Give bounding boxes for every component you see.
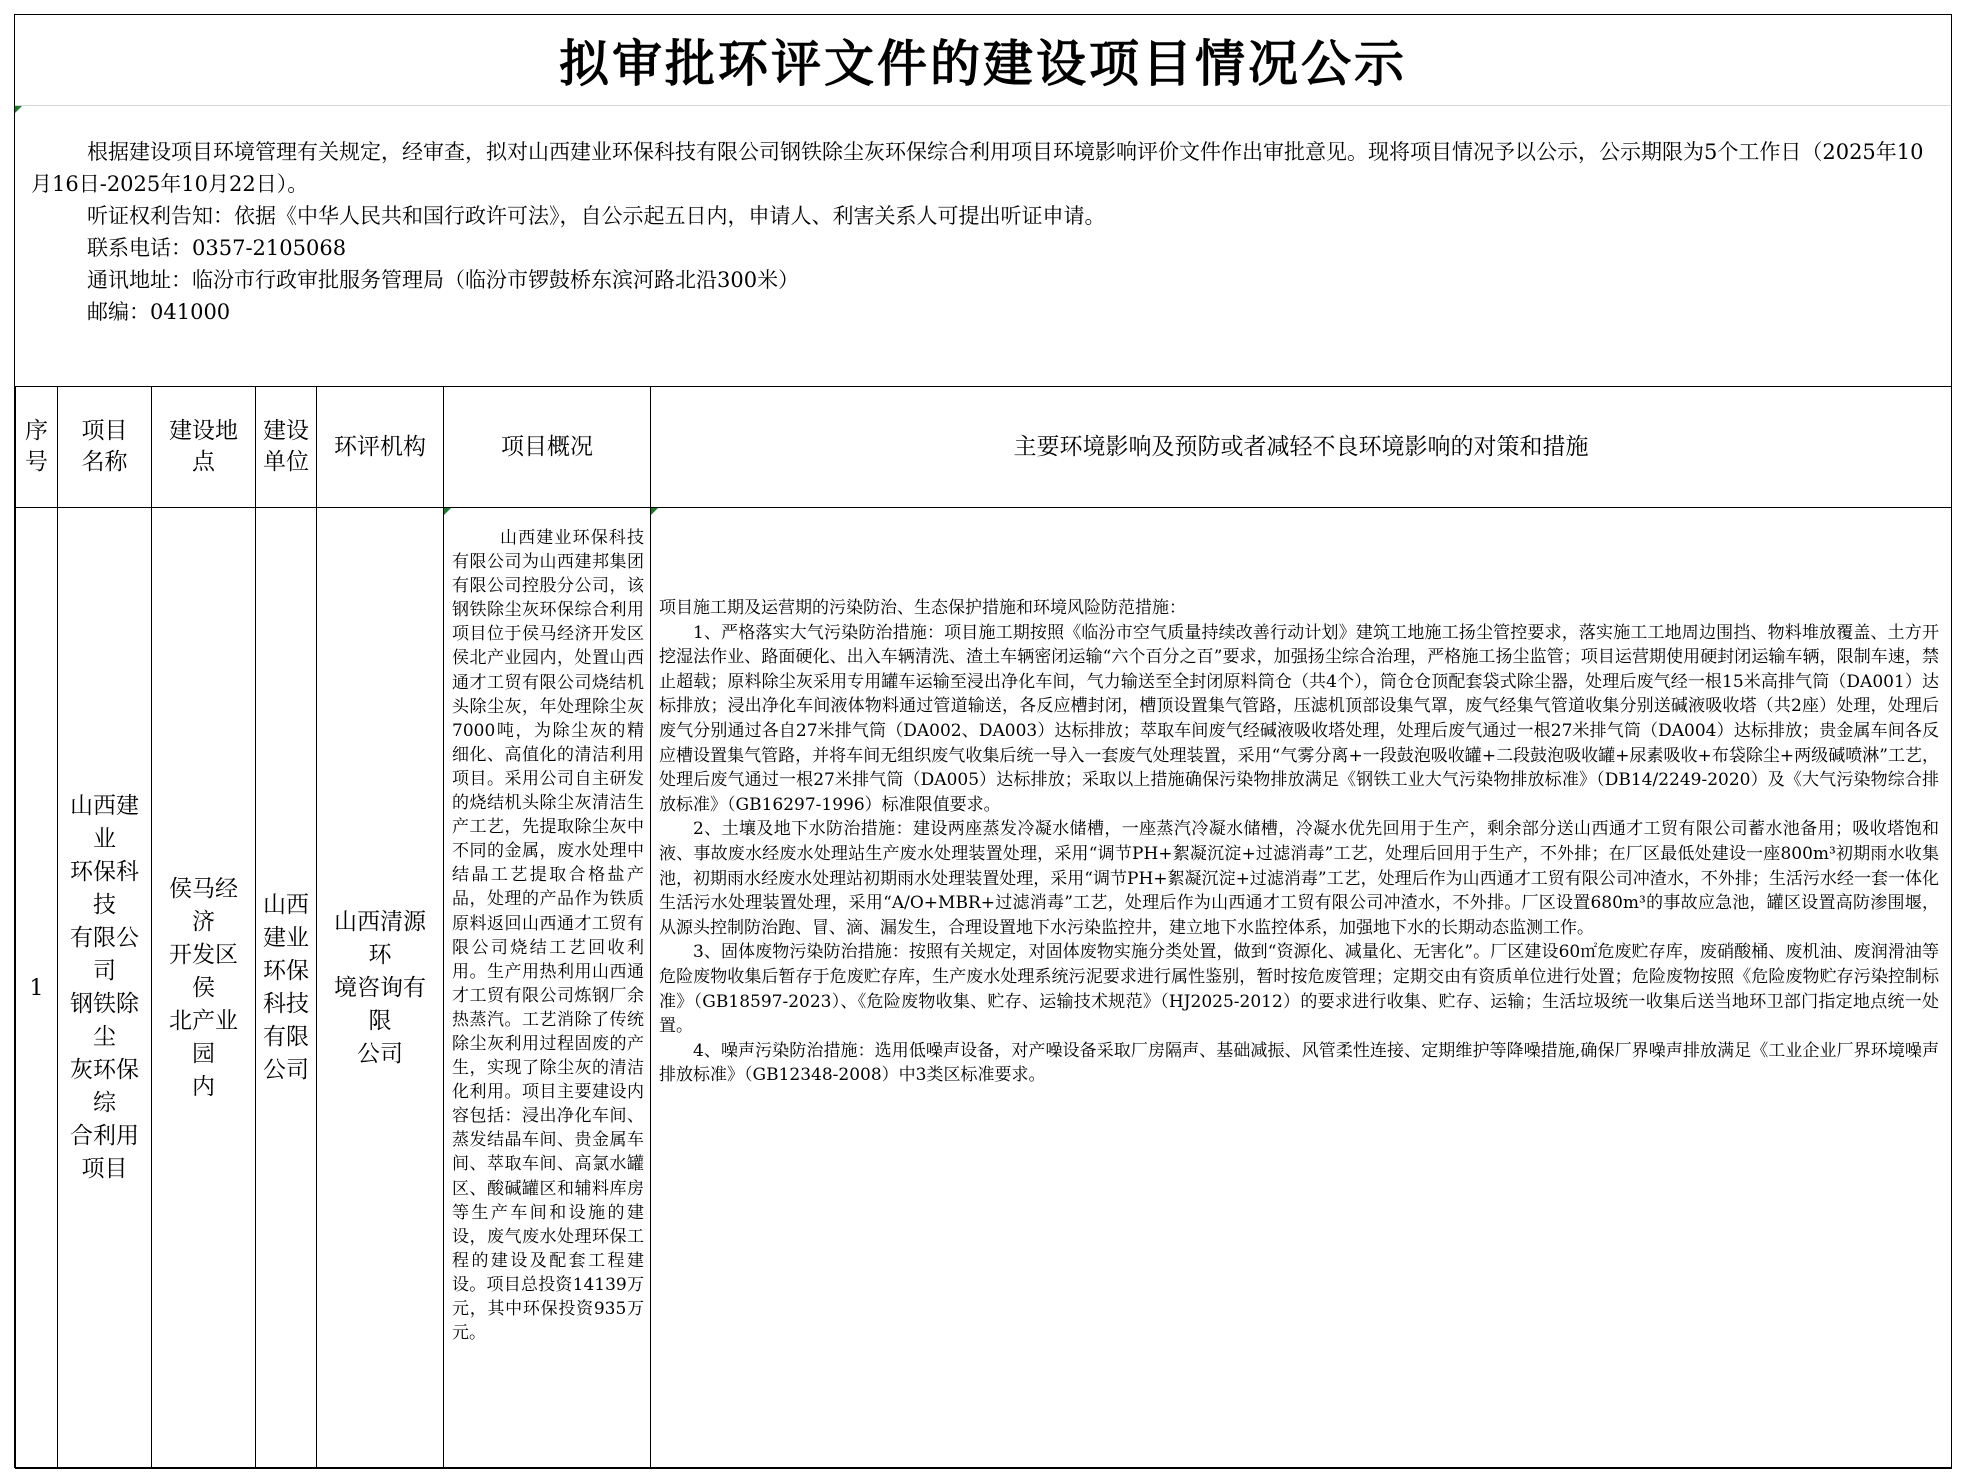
cell-line: 合利用 [70,1123,139,1149]
intro-section [15,106,1951,387]
header-agency: 环评机构 [317,387,444,508]
header-unit-line: 单位 [263,449,309,475]
cell-line: 灰环保综 [70,1057,139,1116]
cell-line: 有限公司 [70,925,139,984]
header-seq-line: 号 [25,449,48,475]
cell-location [152,508,256,1469]
hearing-notice: 听证权利告知：依据《中华人民共和国行政许可法》，自公示起五日内，申请人、利害关系人可提出听证申请。 [87,204,1106,228]
header-project-name [58,387,152,508]
header-measures: 主要环境影响及预防或者减轻不良环境影响的对策和措施 [651,387,1952,508]
header-seq [16,387,58,508]
cell-seq: 1 [16,508,58,1469]
cell-line: 钢铁除尘 [70,991,139,1050]
cell-line: 环保 [263,958,309,984]
cell-line: 公司 [263,1057,309,1083]
title-row [15,15,1951,106]
cell-line: 境咨询有限 [334,974,426,1034]
cell-line: 开发区侯 [169,941,238,1001]
notice-sheet [14,14,1952,1468]
measure-air: 1、严格落实大气污染防治措施：项目施工期按照《临汾市空气质量持续改善行动计划》建筑工地施工扬尘管控要求，落实施工工地周边围挡、物料堆放覆盖、土方开挖湿法作业、路面硬化、出入车辆清洗、渣土车辆密闭运输“六个百分之百”要求，加强扬尘综合治理，严格施工扬尘监管；项目运营期使用硬封闭运输车辆，限制车速，禁止超载；原料除尘灰采用专用罐车运输至浸出净化车间，气力输送至全封闭原料筒仓（共4个），筒仓仓顶配套袋式除尘器，处理后废气经一根15米高排气筒（DA001）达标排放；浸出净化车间液体物料通过管道输送，各反应槽封闭，槽顶设置集气管路，压滤机顶部设集气罩，废气经集气管道收集分别送碱液吸收塔（共2座）处理，处理后废气分别通过各自27米排气筒（DA002、DA003）达标排放；萃取车间废气经碱液吸收塔处理，处理后废气通过一根27米排气筒（DA004）达标排放；贵金属车间各反应槽设置集气管路，并将车间无组织废气收集后统一导入一套废气处理装置，采用“气雾分离+一段鼓泡吸收罐+二段鼓泡吸收罐+尿素吸收+布袋除尘+两级碱喷淋”工艺，处理后废气通过一根27米排气筒（DA005）达标排放；采取以上措施确保污染物排放满足《钢铁工业大气污染物排放标准》（DB14/2249-2020）及《大气污染物综合排放标准》（GB16297-1996）标准限值要求。 [659,622,1939,815]
table-row [16,508,1952,1469]
measure-noise: 4、噪声污染防治措施：选用低噪声设备，对产噪设备采取厂房隔声、基础减振、风管柔性连接、定期维护等降噪措施,确保厂界噪声排放满足《工业企业厂界环境噪声排放标准》（GB12348-2008）中3类区标准要求。 [659,1040,1939,1086]
cell-line: 山西清源环 [334,908,426,968]
measure-soil-groundwater: 2、土壤及地下水防治措施：建设两座蒸发冷凝水储槽，一座蒸汽冷凝水储槽，冷凝水优先回用于生产，剩余部分送山西通才工贸有限公司蓄水池备用；吸收塔饱和液、事故废水经废水处理站生产废水处理装置处理，采用“调节PH+絮凝沉淀+过滤消毒”工艺，处理后回用于生产，不外排；在厂区最低处建设一座800m³初期雨水收集池，初期雨水经废水处理站初期雨水处理装置处理，采用“调节PH+絮凝沉淀+过滤消毒”工艺，处理后作为山西通才工贸有限公司冲渣水，不外排；生活污水经一套一体化生活污水处理装置处理，采用“A/O+MBR+过滤消毒”工艺，处理后作为山西通才工贸有限公司冲渣水，不外排。厂区设置680m³的事故应急池，罐区设置高防渗围堰，从源头控制防治跑、冒、滴、漏发生，合理设置地下水污染监控井，建立地下水监控体系，加强地下水的长期动态监测工作。 [659,819,1939,938]
table-header-row [16,387,1952,508]
cell-line: 侯马经济 [169,875,238,935]
header-project-name-line: 名称 [81,449,128,475]
contact-address: 通讯地址：临汾市行政审批服务管理局（临汾市锣鼓桥东滨河路北沿300米） [87,268,800,292]
header-location: 建设地点 [152,387,256,508]
cell-line: 科技 [263,991,309,1017]
page-title: 拟审批环评文件的建设项目情况公示 [559,34,1407,93]
cell-comment-marker-icon [651,508,658,515]
cell-project-name [58,508,152,1469]
cell-comment-marker-icon [444,508,451,515]
header-project-name-line: 项目 [81,418,128,444]
intro-paragraph: 根据建设项目环境管理有关规定，经审查，拟对山西建业环保科技有限公司钢铁除尘灰环保综合利用项目环境影响评价文件作出审批意见。现将项目情况予以公示，公示期限为5个工作日（2025年10月16日-2025年10月22日）。 [31,140,1924,196]
cell-line: 北产业园 [169,1007,238,1067]
cell-line: 山西 [263,892,309,918]
cell-comment-marker-icon [15,106,22,113]
cell-line: 内 [192,1073,215,1100]
contact-phone: 联系电话：0357-2105068 [87,236,347,260]
header-seq-line: 序 [25,418,48,444]
measures-intro: 项目施工期及运营期的污染防治、生态保护措施和环境风险防范措施： [659,598,1186,618]
project-table [15,386,1952,1469]
cell-line: 环保科技 [70,859,139,918]
header-unit [256,387,317,508]
cell-overview [444,508,651,1469]
postcode: 邮编：041000 [87,300,231,324]
cell-line: 有限 [263,1024,309,1050]
overview-text: 山西建业环保科技有限公司为山西建邦集团有限公司控股分公司，该钢铁除尘灰环保综合利用项目位于侯马经济开发区侯北产业园内，处置山西通才工贸有限公司烧结机头除尘灰，年处理除尘灰7000吨，为除尘灰的精细化、高值化的清洁利用项目。采用公司自主研发的烧结机头除尘灰清洁生产工艺，先提取除尘灰中不同的金属，废水处理中结晶工艺提取合格盐产品，处理的产品作为铁质原料返回山西通才工贸有限公司烧结工艺回收利用。生产用热利用山西通才工贸有限公司炼钢厂余热蒸汽。工艺消除了传统除尘灰利用过程固废的产生，实现了除尘灰的清洁化利用。项目主要建设内容包括：浸出净化车间、蒸发结晶车间、贵金属车间、萃取车间、高氯水罐区、酸碱罐区和辅料库房等生产车间和设施的建设，废气废水处理环保工程的建设及配套工程建设。项目总投资14139万元，其中环保投资935万元。 [452,528,644,1344]
cell-line: 项目 [81,1156,128,1182]
header-overview: 项目概况 [444,387,651,508]
cell-measures [651,508,1952,1469]
cell-unit [256,508,317,1469]
cell-line: 山西建业 [70,793,139,852]
cell-agency [317,508,444,1469]
cell-line: 建业 [263,925,309,951]
header-unit-line: 建设 [263,418,309,444]
measure-solid-waste: 3、固体废物污染防治措施：按照有关规定，对固体废物实施分类处置，做到“资源化、减量化、无害化”。厂区建设60㎡危废贮存库，废硝酸桶、废机油、废润滑油等危险废物收集后暂存于危废贮存库，生产废水处理系统污泥要求进行属性鉴别，暂时按危废管理；定期交由有资质单位进行处置；危险废物按照《危险废物贮存污染控制标准》（GB18597-2023）、《危险废物收集、贮存、运输技术规范》（HJ2025-2012）的要求进行收集、贮存、运输；生活垃圾统一收集后送当地环卫部门指定地点统一处置。 [659,942,1939,1037]
cell-line: 公司 [357,1040,403,1067]
